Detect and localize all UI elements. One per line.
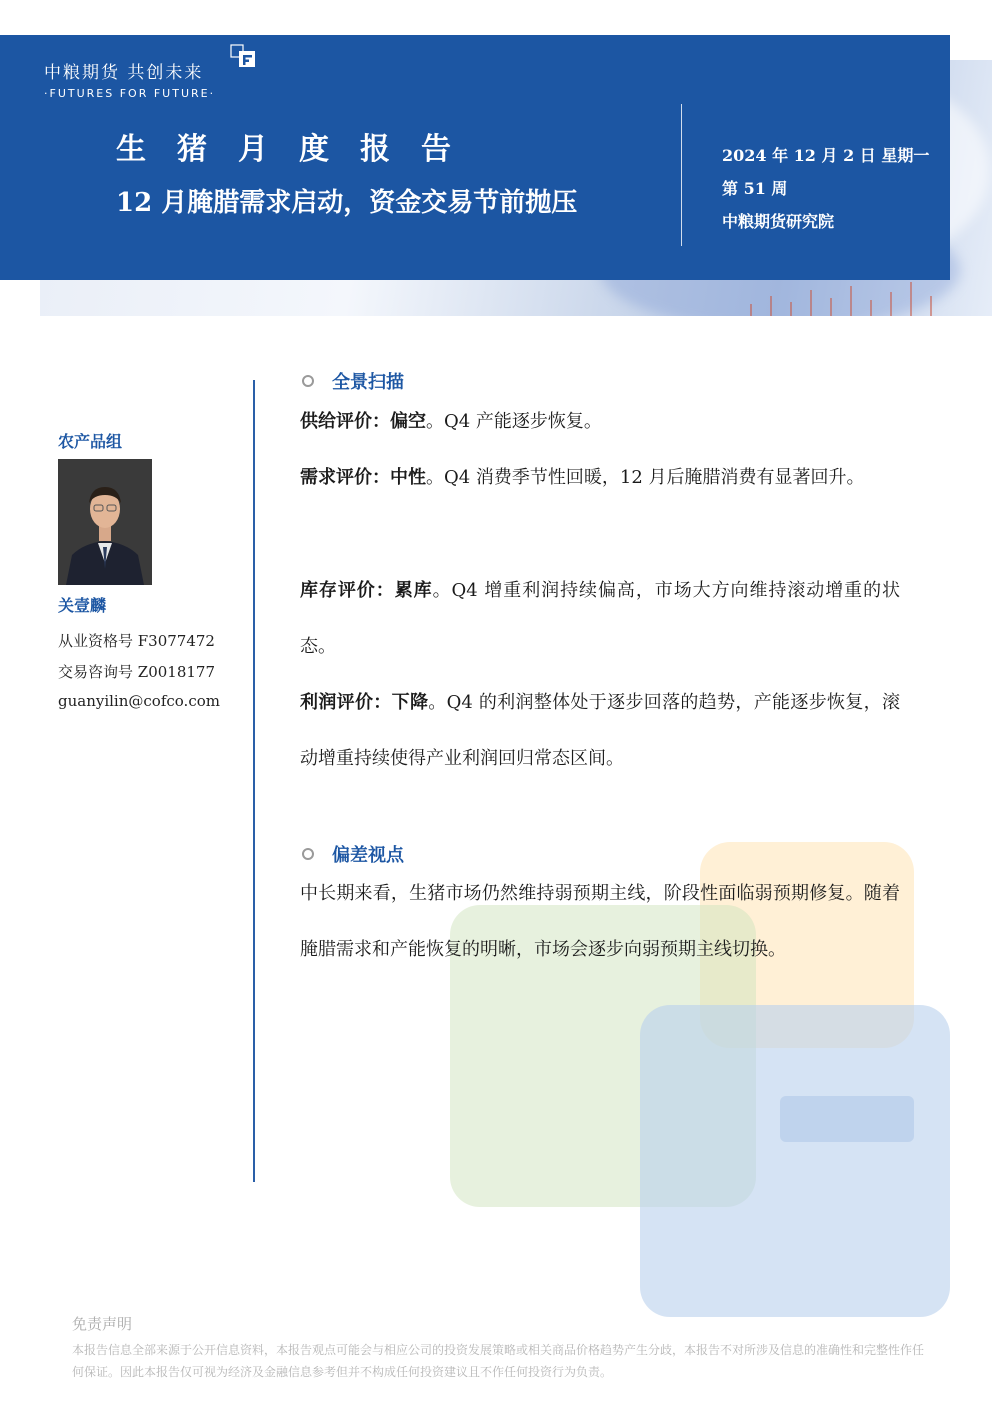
author-name: 关壹麟 — [58, 596, 107, 615]
header-divider — [681, 104, 682, 246]
eval-value: 中性 — [390, 467, 426, 488]
company-logo — [44, 58, 215, 100]
report-meta — [722, 143, 929, 242]
eval-text: 。Q4 的利润整体处于逐步回落的趋势，产能逐步恢复，滚动增重持续使得产业利润回归常态区间。 — [300, 692, 900, 769]
section-heading-overview — [302, 368, 404, 394]
author-portrait-icon — [58, 459, 152, 585]
eval-value: 下降 — [391, 692, 429, 713]
decor-square-blue — [640, 1005, 950, 1317]
disclaimer-text: 本报告信息全部来源于公开信息资料，本报告观点可能会与相应公司的投资发展策略或相关商品价格趋势产生分歧，本报告不对所涉及信息的准确性和完整性作任何保证。因此本报告仅可视为经济及金融信息参考但并不构成任何投资建议且不作任何投资行为负责。 — [72, 1343, 925, 1379]
section-heading-text: 偏差视点 — [332, 845, 404, 866]
report-subtitle: 12 月腌腊需求启动，资金交易节前抛压 — [116, 188, 578, 218]
eval-supply — [300, 394, 900, 450]
logo-mark-icon — [230, 44, 256, 70]
report-institute: 中粮期货研究院 — [722, 212, 835, 231]
author-group: 农产品组 — [58, 432, 123, 451]
eval-label: 需求评价： — [300, 467, 390, 488]
license-number: 从业资格号 F3077472 — [58, 632, 215, 650]
eval-text: 。Q4 消费季节性回暖，12 月后腌腊消费有显著回升。 — [426, 467, 865, 488]
deviation-paragraph: 中长期来看，生猪市场仍然维持弱预期主线，阶段性面临弱预期修复。随着腌腊需求和产能恢复的明晰，市场会逐步向弱预期主线切换。 — [300, 883, 900, 960]
bullet-circle-icon — [302, 848, 314, 860]
eval-demand — [300, 450, 900, 506]
author-photo — [58, 459, 152, 585]
report-date: 2024 年 12 月 2 日 星期一 — [722, 146, 930, 165]
eval-inventory — [300, 563, 900, 675]
eval-text: 。Q4 产能逐步恢复。 — [426, 411, 602, 432]
section-heading-deviation — [302, 841, 404, 867]
eval-value: 偏空 — [390, 411, 426, 432]
bullet-circle-icon — [302, 375, 314, 387]
eval-label: 库存评价： — [300, 580, 395, 601]
decor-bar-blue — [780, 1096, 914, 1142]
consult-number: 交易咨询号 Z0018177 — [58, 663, 215, 681]
author-credentials — [58, 630, 220, 723]
eval-profit — [300, 675, 900, 787]
column-divider — [253, 380, 255, 1182]
author-email: guanyilin@cofco.com — [58, 692, 220, 710]
eval-text: 。Q4 增重利润持续偏高，市场大方向维持滚动增重的状态。 — [300, 580, 901, 657]
eval-label: 利润评价： — [300, 692, 392, 713]
report-title: 生猪月度报告 — [116, 132, 482, 167]
eval-value: 累库 — [394, 580, 433, 601]
logo-english: ·FUTURES FOR FUTURE· — [44, 87, 216, 100]
eval-label: 供给评价： — [300, 411, 390, 432]
logo-chinese: 中粮期货 共创未来 — [44, 63, 204, 83]
report-issue: 第 51 周 — [722, 179, 788, 198]
disclaimer-title: 免责声明 — [72, 1315, 133, 1333]
section-heading-text: 全景扫描 — [332, 372, 404, 393]
